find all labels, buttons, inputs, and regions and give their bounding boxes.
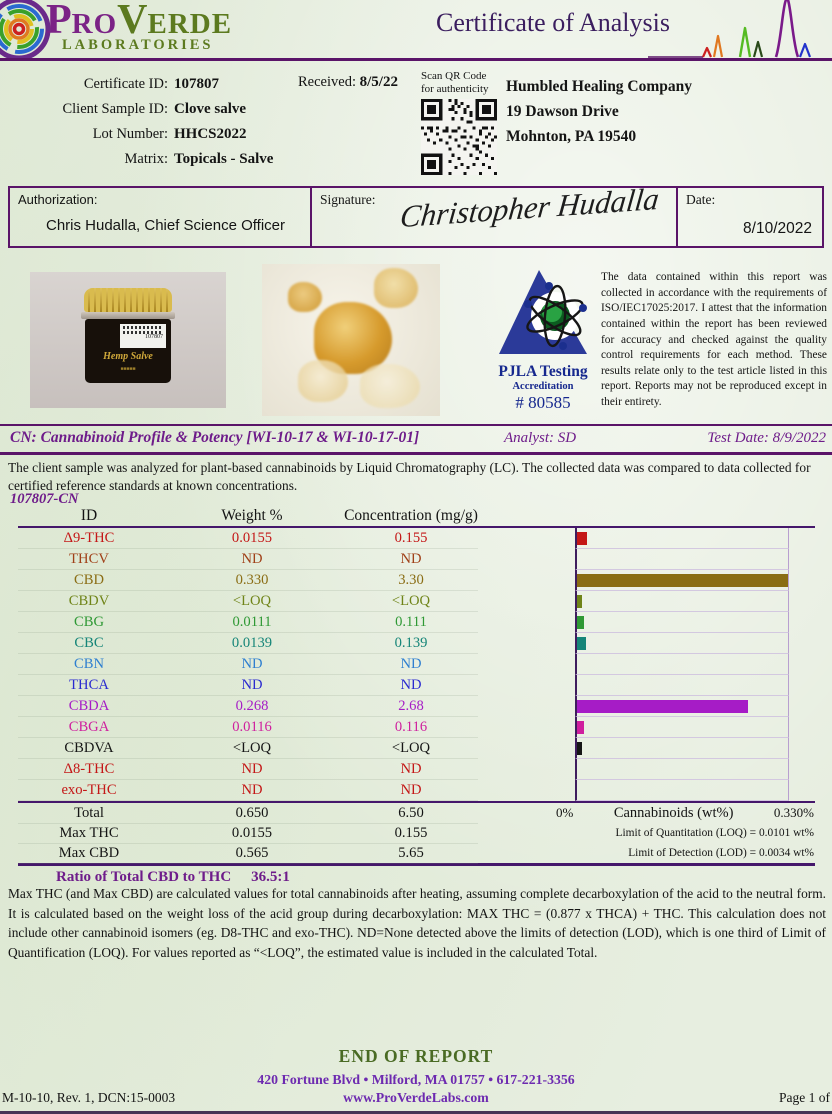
- concentration-value: 0.139: [344, 633, 478, 654]
- max-cbd-label: Max CBD: [18, 843, 160, 864]
- signature-cell: [312, 180, 676, 246]
- date-value: 8/10/2022: [743, 220, 812, 237]
- table-header-row: [18, 506, 815, 528]
- chart-row-cell: [575, 528, 789, 549]
- section-top-rule: [0, 424, 832, 426]
- received-value: 8/5/22: [359, 74, 398, 90]
- authorization-cell: [10, 188, 312, 246]
- chart-bar: [577, 532, 587, 545]
- info-row: [0, 122, 300, 147]
- brand-wordmark: PROVERDE: [46, 0, 233, 43]
- chart-row-cell: [575, 738, 789, 759]
- cbd-thc-ratio: [56, 869, 815, 886]
- max-thc-weight: 0.0155: [160, 823, 344, 844]
- cannabinoid-id: CBDA: [18, 696, 160, 717]
- certificate-info: [0, 72, 300, 172]
- test-date-label: Test Date: 8/9/2022: [707, 430, 826, 446]
- loq-note: Limit of Quantitation (LOQ) = 0.0101 wt%: [615, 827, 814, 839]
- authorization-label: Authorization:: [18, 192, 98, 207]
- cannabinoid-results: [18, 506, 815, 886]
- cannabinoid-id: CBG: [18, 612, 160, 633]
- cannabinoid-id: exo-THC: [18, 780, 160, 801]
- chart-row-cell: [575, 591, 789, 612]
- concentration-value: ND: [344, 654, 478, 675]
- lot-number: HHCS2022: [174, 126, 247, 142]
- concentration-value: ND: [344, 675, 478, 696]
- max-thc-concentration: 0.155: [344, 823, 478, 844]
- weight-value: ND: [160, 780, 344, 801]
- end-of-report: END OF REPORT: [338, 1046, 494, 1066]
- weight-value: ND: [160, 549, 344, 570]
- table-row: [18, 528, 815, 549]
- page-title: Certificate of Analysis: [436, 8, 670, 37]
- table-row: [18, 759, 815, 780]
- lab-website: www.ProVerdeLabs.com: [343, 1090, 489, 1105]
- weight-value: 0.0111: [160, 612, 344, 633]
- chart-row-cell: [575, 759, 789, 780]
- certificate-id: 107807: [174, 76, 219, 92]
- concentration-value: 3.30: [344, 570, 478, 591]
- pjla-accreditation-label: Accreditation: [512, 381, 574, 392]
- table-row: [18, 696, 815, 717]
- brand-sub-label: LABORATORIES: [62, 37, 214, 53]
- table-row: [18, 633, 815, 654]
- info-row: [0, 72, 300, 97]
- cannabinoid-id: CBDV: [18, 591, 160, 612]
- qr-caption: Scan QR Code for authenticity: [421, 70, 489, 95]
- pjla-logo-icon: [491, 266, 595, 356]
- cannabinoid-id: CBD: [18, 570, 160, 591]
- authorization-name: Chris Hudalla, Chief Science Officer: [46, 217, 285, 234]
- chart-bar: [577, 595, 582, 608]
- field-label: Lot Number:: [92, 126, 168, 142]
- concentration-value: <LOQ: [344, 591, 478, 612]
- date-cell: [676, 188, 822, 246]
- weight-value: 0.0155: [160, 528, 344, 549]
- table-row: [18, 591, 815, 612]
- field-label: Matrix:: [124, 151, 168, 167]
- total-weight: 0.650: [160, 803, 344, 824]
- proverde-logo-icon: [0, 0, 52, 63]
- table-row: [18, 780, 815, 801]
- total-concentration: 6.50: [344, 803, 478, 824]
- client-sample-id: Clove salve: [174, 101, 247, 117]
- weight-value: <LOQ: [160, 591, 344, 612]
- table-row: [18, 612, 815, 633]
- cannabinoid-id: CBN: [18, 654, 160, 675]
- chart-bar: [577, 637, 586, 650]
- date-label: Date:: [686, 192, 716, 207]
- concentration-value: ND: [344, 780, 478, 801]
- jar-graphic: 107807 Hemp Salve ■■■■■: [80, 288, 176, 383]
- section-title: CN: Cannabinoid Profile & Potency [WI-10-17 & WI-10-17-01]: [10, 429, 420, 446]
- pjla-org-name: PJLA Testing: [498, 363, 588, 380]
- section-bottom-rule: [0, 452, 832, 455]
- table-row: [18, 717, 815, 738]
- chart-bar: [577, 574, 788, 587]
- chart-axis-labels: [556, 803, 814, 823]
- max-thc-label: Max THC: [18, 823, 160, 844]
- cannabinoid-id: THCA: [18, 675, 160, 696]
- signature-label: Signature:: [320, 192, 376, 207]
- sample-photo-macro: [262, 264, 440, 416]
- col-header-concentration: Concentration (mg/g): [344, 507, 478, 524]
- totals-block: [18, 801, 815, 863]
- weight-value: <LOQ: [160, 738, 344, 759]
- cannabinoid-id: Δ9-THC: [18, 528, 160, 549]
- max-cbd-weight: 0.565: [160, 843, 344, 864]
- chart-row-cell: [575, 549, 789, 570]
- ratio-label: Ratio of Total CBD to THC: [56, 868, 232, 885]
- chart-bar: [577, 721, 584, 734]
- chart-axis-title: Cannabinoids (wt%): [613, 804, 734, 821]
- cannabinoid-id: THCV: [18, 549, 160, 570]
- col-header-id: ID: [80, 507, 98, 524]
- col-header-weight: Weight %: [221, 507, 283, 524]
- weight-value: 0.330: [160, 570, 344, 591]
- chart-bar: [577, 616, 584, 629]
- concentration-value: 0.116: [344, 717, 478, 738]
- client-address1: 19 Dawson Drive: [506, 103, 619, 120]
- chart-row-cell: [575, 675, 789, 696]
- sample-code: 107807-CN: [10, 491, 79, 507]
- table-row: [18, 570, 815, 591]
- chromatogram-graphic: [648, 0, 828, 59]
- concentration-value: <LOQ: [344, 738, 478, 759]
- weight-value: 0.268: [160, 696, 344, 717]
- signature: Christopher Hudalla: [398, 180, 661, 235]
- ratio-value: 36.5:1: [251, 868, 290, 885]
- cannabinoid-id: Δ8-THC: [18, 759, 160, 780]
- chart-bar: [577, 700, 748, 713]
- chart-row-cell: [575, 612, 789, 633]
- client-name: Humbled Healing Company: [506, 78, 693, 95]
- document-control-id: M-10-10, Rev. 1, DCN:15-0003: [2, 1090, 176, 1105]
- axis-min-label: 0%: [556, 805, 574, 820]
- header-rule: [0, 58, 832, 61]
- cannabinoid-id: CBC: [18, 633, 160, 654]
- calculation-notes: Max THC (and Max CBD) are calculated values for total cannabinoids after heating, assuming complete decarboxylation of the acid to the neutral form. It is calculated based on the weight loss of the acid group during decarboxylation: MAX THC = (0.877 x THCA) + THC. This calculation does not include other cannabinoid isomers (eg. D8-THC and exo-THC). ND=None detected above the limits of detection (LOD), which is one third of Limit of Quantification (LOQ). For values reported as “<LOQ”, the estimated value is included in the calculated Total.: [8, 886, 826, 961]
- weight-value: ND: [160, 759, 344, 780]
- received-label: Received:: [298, 74, 356, 90]
- concentration-value: 2.68: [344, 696, 478, 717]
- chart-row-cell: [575, 780, 789, 801]
- chart-row-cell: [575, 696, 789, 717]
- table-row: [18, 654, 815, 675]
- total-label: Total: [18, 803, 160, 824]
- chart-row-cell: [575, 654, 789, 675]
- qr-code: [421, 99, 497, 175]
- weight-value: ND: [160, 654, 344, 675]
- table-row: [18, 738, 815, 759]
- info-row: [0, 147, 300, 172]
- concentration-value: 0.111: [344, 612, 478, 633]
- sample-photo-jar: [30, 272, 226, 408]
- chart-bar: [577, 742, 582, 755]
- field-label: Certificate ID:: [83, 76, 168, 92]
- pjla-accreditation-number: # 80585: [515, 393, 571, 412]
- lod-note: Limit of Detection (LOD) = 0.0034 wt%: [628, 847, 814, 859]
- chart-row-cell: [575, 717, 789, 738]
- pjla-accreditation: [479, 266, 607, 413]
- authorization-box: [8, 180, 824, 248]
- received-date: [298, 74, 398, 91]
- max-cbd-concentration: 5.65: [344, 843, 478, 864]
- page-number: Page 1 of: [779, 1090, 830, 1105]
- cannabinoid-id: CBDVA: [18, 738, 160, 759]
- concentration-value: 0.155: [344, 528, 478, 549]
- concentration-value: ND: [344, 549, 478, 570]
- analyst-label: Analyst: SD: [504, 430, 577, 446]
- table-row: [18, 549, 815, 570]
- cannabinoid-rows: [18, 528, 815, 801]
- table-row: [18, 675, 815, 696]
- cannabinoid-id: CBGA: [18, 717, 160, 738]
- chart-row-cell: [575, 633, 789, 654]
- weight-value: ND: [160, 675, 344, 696]
- chart-row-cell: [575, 570, 789, 591]
- weight-value: 0.0139: [160, 633, 344, 654]
- client-address-block: [506, 74, 692, 149]
- info-row: [0, 97, 300, 122]
- matrix-value: Topicals - Salve: [174, 151, 274, 167]
- method-description: The client sample was analyzed for plant-based cannabinoids by Liquid Chromatography (LC). The collected data was compared to data collected for certified reference standards at known concentrations.: [8, 460, 811, 493]
- axis-max-label: 0.330%: [773, 805, 814, 820]
- weight-value: 0.0116: [160, 717, 344, 738]
- attestation-statement: The data contained within this report was collected in accordance with the requirements of ISO/IEC17025:2017. I attest that the information contained within the report has been reviewed for accuracy and checked against the quality control requirements for each method. These results relate only to the test article listed in this report. Reports may not be reproduced except in their entirety.: [601, 271, 827, 408]
- client-address2: Mohnton, PA 19540: [506, 128, 637, 145]
- concentration-value: ND: [344, 759, 478, 780]
- lab-address: 420 Fortune Blvd • Milford, MA 01757 • 617-221-3356: [257, 1072, 575, 1087]
- field-label: Client Sample ID:: [62, 101, 168, 117]
